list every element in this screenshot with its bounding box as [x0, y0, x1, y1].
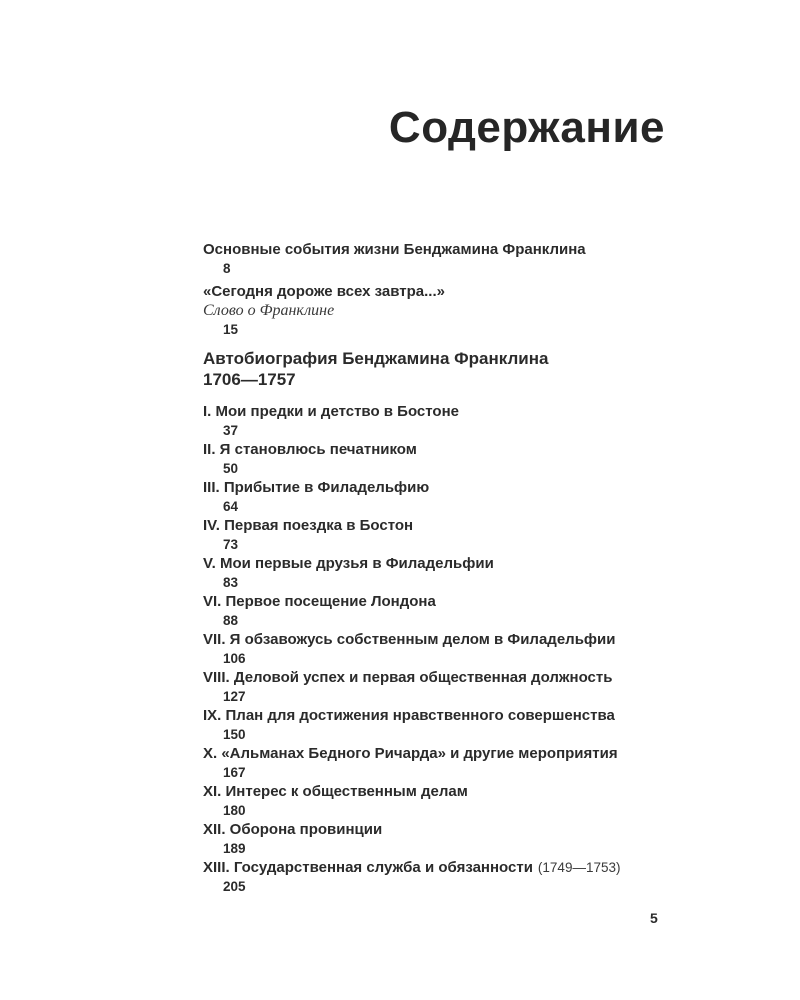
chapter-page-number: 127	[223, 689, 246, 704]
toc-chapter-entry	[203, 440, 665, 478]
chapter-page-number: 189	[223, 841, 246, 856]
toc-entry	[203, 240, 665, 278]
chapter-title-text: IX. План для достижения нравственного совершенства	[203, 707, 615, 724]
toc-chapter-entry	[203, 858, 665, 896]
chapter-title	[203, 820, 665, 839]
chapter-page-number: 88	[223, 613, 239, 628]
section-heading-line2: 1706—1757	[203, 370, 296, 389]
toc-list	[203, 240, 665, 896]
chapter-page-number: 83	[223, 575, 239, 590]
chapter-page-number: 50	[223, 461, 239, 476]
page-number: 5	[650, 910, 658, 926]
chapter-title	[203, 592, 665, 611]
chapter-entries	[203, 402, 665, 896]
chapter-title-text: XI. Интерес к общественным делам	[203, 783, 468, 800]
chapter-title-text: I. Мои предки и детство в Бостоне	[203, 403, 459, 420]
entry-page-number: 8	[223, 261, 231, 276]
chapter-title	[203, 516, 665, 535]
chapter-page-number: 106	[223, 651, 246, 666]
chapter-title	[203, 706, 665, 725]
chapter-title	[203, 402, 665, 421]
chapter-title	[203, 858, 665, 877]
entry-title: Основные события жизни Бенджамина Франклина	[203, 241, 586, 258]
entry-page-number: 15	[223, 322, 239, 337]
chapter-title-text: V. Мои первые друзья в Филадельфии	[203, 555, 494, 572]
entry-subtitle: Слово о Франклине	[203, 302, 335, 319]
chapter-title-text: VI. Первое посещение Лондона	[203, 593, 436, 610]
toc-chapter-entry	[203, 744, 665, 782]
chapter-title	[203, 744, 665, 763]
chapter-page-number: 73	[223, 537, 239, 552]
chapter-title-suffix: (1749—1753)	[537, 860, 621, 875]
toc-chapter-entry	[203, 782, 665, 820]
chapter-page-number: 150	[223, 727, 246, 742]
section-heading	[203, 348, 665, 390]
chapter-title-text: XIII. Государственная служба и обязанности	[203, 859, 533, 876]
toc-chapter-entry	[203, 478, 665, 516]
section-heading-line1: Автобиография Бенджамина Франклина	[203, 349, 549, 368]
front-matter-entries	[203, 240, 665, 339]
chapter-page-number: 205	[223, 879, 246, 894]
chapter-page-number: 180	[223, 803, 246, 818]
chapter-title	[203, 554, 665, 573]
entry-title: «Сегодня дороже всех завтра...»	[203, 283, 445, 300]
toc-chapter-entry	[203, 706, 665, 744]
toc-chapter-entry	[203, 554, 665, 592]
chapter-page-number: 167	[223, 765, 246, 780]
chapter-title	[203, 782, 665, 801]
chapter-title-text: VIII. Деловой успех и первая общественная должность	[203, 669, 613, 686]
toc-chapter-entry	[203, 592, 665, 630]
chapter-title	[203, 440, 665, 459]
toc-entry	[203, 282, 665, 339]
toc-chapter-entry	[203, 402, 665, 440]
page-title: Содержание	[388, 103, 665, 152]
toc-chapter-entry	[203, 668, 665, 706]
chapter-title-text: VII. Я обзавожусь собственным делом в Филадельфии	[203, 631, 616, 648]
chapter-title	[203, 668, 665, 687]
chapter-title-text: II. Я становлюсь печатником	[203, 441, 417, 458]
chapter-title-text: III. Прибытие в Филадельфию	[203, 479, 430, 496]
chapter-title-text: XII. Оборона провинции	[203, 821, 383, 838]
chapter-title	[203, 630, 665, 649]
chapter-title-text: X. «Альманах Бедного Ричарда» и другие мероприятия	[203, 745, 618, 762]
toc-chapter-entry	[203, 630, 665, 668]
toc-chapter-entry	[203, 516, 665, 554]
chapter-page-number: 64	[223, 499, 239, 514]
chapter-page-number: 37	[223, 423, 239, 438]
toc-chapter-entry	[203, 820, 665, 858]
chapter-title	[203, 478, 665, 497]
chapter-title-text: IV. Первая поездка в Бостон	[203, 517, 414, 534]
